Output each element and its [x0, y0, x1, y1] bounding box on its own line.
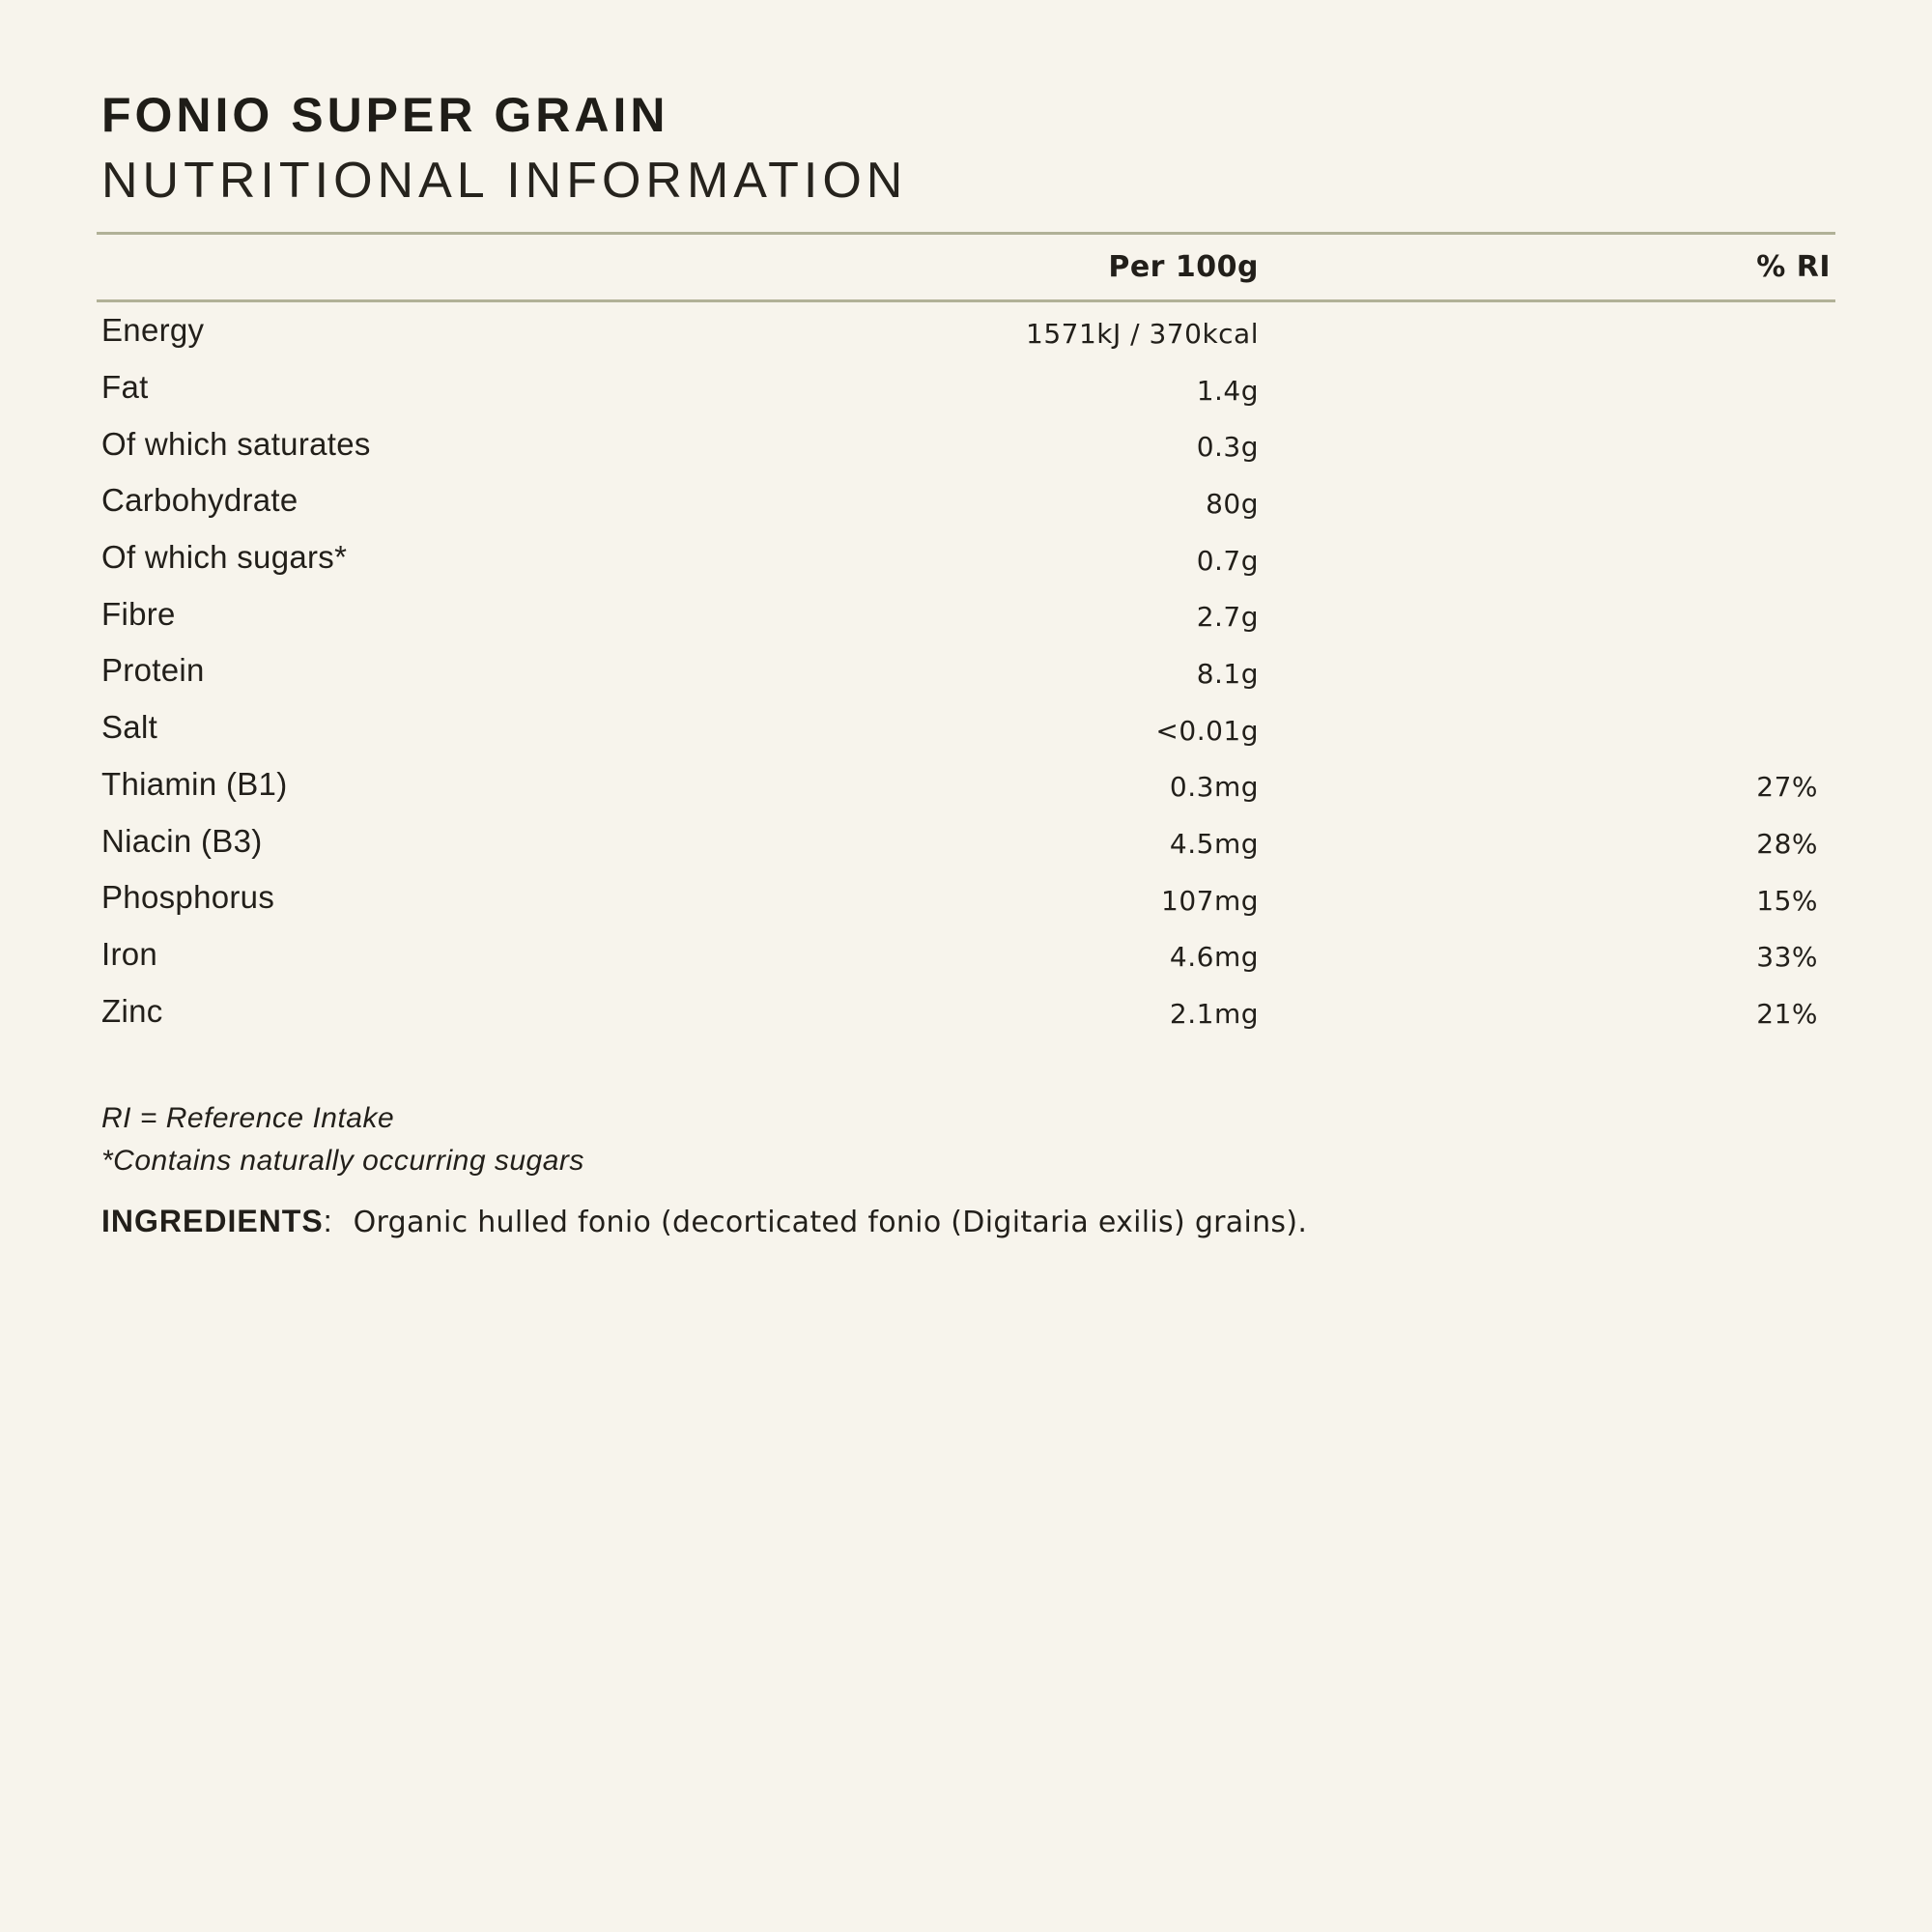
nutrient-ri: 28% [1756, 828, 1818, 861]
nutrient-label: Protein [101, 652, 205, 689]
table-row-main-cell [101, 766, 1259, 803]
table-row [101, 926, 1840, 983]
ingredients-line [101, 1200, 1840, 1244]
nutrient-label: Phosphorus [101, 879, 275, 916]
nutrient-label: Thiamin (B1) [101, 765, 288, 802]
nutrient-label: Salt [101, 709, 158, 746]
table-row [101, 415, 1840, 472]
nutrient-value: 107mg [1161, 884, 1259, 917]
nutrient-label: Carbohydrate [101, 482, 298, 519]
table-row-main-cell [101, 369, 1259, 406]
sheet-content [97, 0, 1840, 1244]
table-row-main-cell [101, 993, 1259, 1030]
table-row-main-cell [101, 823, 1259, 860]
nutrient-value: 4.6mg [1169, 941, 1259, 974]
nutrient-label: Zinc [101, 992, 163, 1029]
table-row [101, 869, 1840, 926]
nutrition-table [101, 302, 1840, 1039]
nutrient-label: Iron [101, 935, 158, 972]
footnotes [101, 1097, 1840, 1182]
nutrient-ri: 21% [1756, 998, 1818, 1031]
nutrient-value: 0.3mg [1169, 771, 1259, 804]
nutrient-value: 1.4g [1196, 374, 1259, 407]
ri-column-header: % RI [1756, 250, 1831, 284]
nutrient-ri: 27% [1756, 771, 1818, 804]
table-row [101, 302, 1840, 359]
per-100g-header-cell [101, 250, 1259, 284]
nutrient-value: 80g [1206, 487, 1259, 520]
nutrient-label: Fibre [101, 595, 176, 632]
nutrient-label: Niacin (B3) [101, 822, 263, 859]
table-row-main-cell [101, 539, 1259, 576]
page-title: FONIO SUPER GRAIN [101, 88, 669, 142]
nutrient-label: Of which sugars* [101, 539, 348, 576]
page-subtitle: NUTRITIONAL INFORMATION [101, 153, 908, 209]
footnote-reference-intake: RI = Reference Intake [101, 1101, 395, 1134]
nutrient-value: 1571kJ / 370kcal [1026, 317, 1259, 350]
nutrient-label: Energy [101, 312, 205, 349]
table-row-main-cell [101, 936, 1259, 973]
table-row [101, 756, 1840, 813]
table-row-main-cell [101, 482, 1259, 519]
table-row-main-cell [101, 426, 1259, 463]
ingredients-text: Organic hulled fonio (decorticated fonio (Digitaria exilis) grains). [353, 1205, 1308, 1239]
ingredients-separator: : [323, 1203, 332, 1238]
per-100g-column-header: Per 100g [1108, 250, 1259, 284]
table-row-main-cell [101, 312, 1259, 349]
table-header-row [101, 235, 1840, 299]
table-row [101, 472, 1840, 529]
nutrient-value: 0.3g [1196, 431, 1259, 464]
table-row [101, 529, 1840, 586]
table-row-main-cell [101, 879, 1259, 916]
table-row [101, 982, 1840, 1039]
ri-header-cell [1259, 250, 1840, 284]
table-row [101, 359, 1840, 416]
nutrient-value: 8.1g [1196, 657, 1259, 690]
table-row [101, 585, 1840, 642]
footnote-natural-sugars: *Contains naturally occurring sugars [101, 1144, 584, 1177]
nutrient-value: 2.7g [1196, 601, 1259, 634]
nutrient-value: 4.5mg [1169, 828, 1259, 861]
table-row [101, 642, 1840, 699]
table-row [101, 812, 1840, 869]
nutrient-label: Fat [101, 369, 149, 406]
table-row [101, 699, 1840, 756]
table-row-main-cell [101, 596, 1259, 633]
nutrient-ri: 33% [1756, 941, 1818, 974]
nutrient-ri: 15% [1756, 884, 1818, 917]
table-row-main-cell [101, 709, 1259, 746]
nutrient-label: Of which saturates [101, 425, 371, 462]
nutrient-value: 0.7g [1196, 544, 1259, 577]
ingredients-label: INGREDIENTS [101, 1203, 324, 1238]
nutrient-value: <0.01g [1155, 714, 1259, 747]
nutrient-value: 2.1mg [1169, 998, 1259, 1031]
table-row-main-cell [101, 652, 1259, 689]
